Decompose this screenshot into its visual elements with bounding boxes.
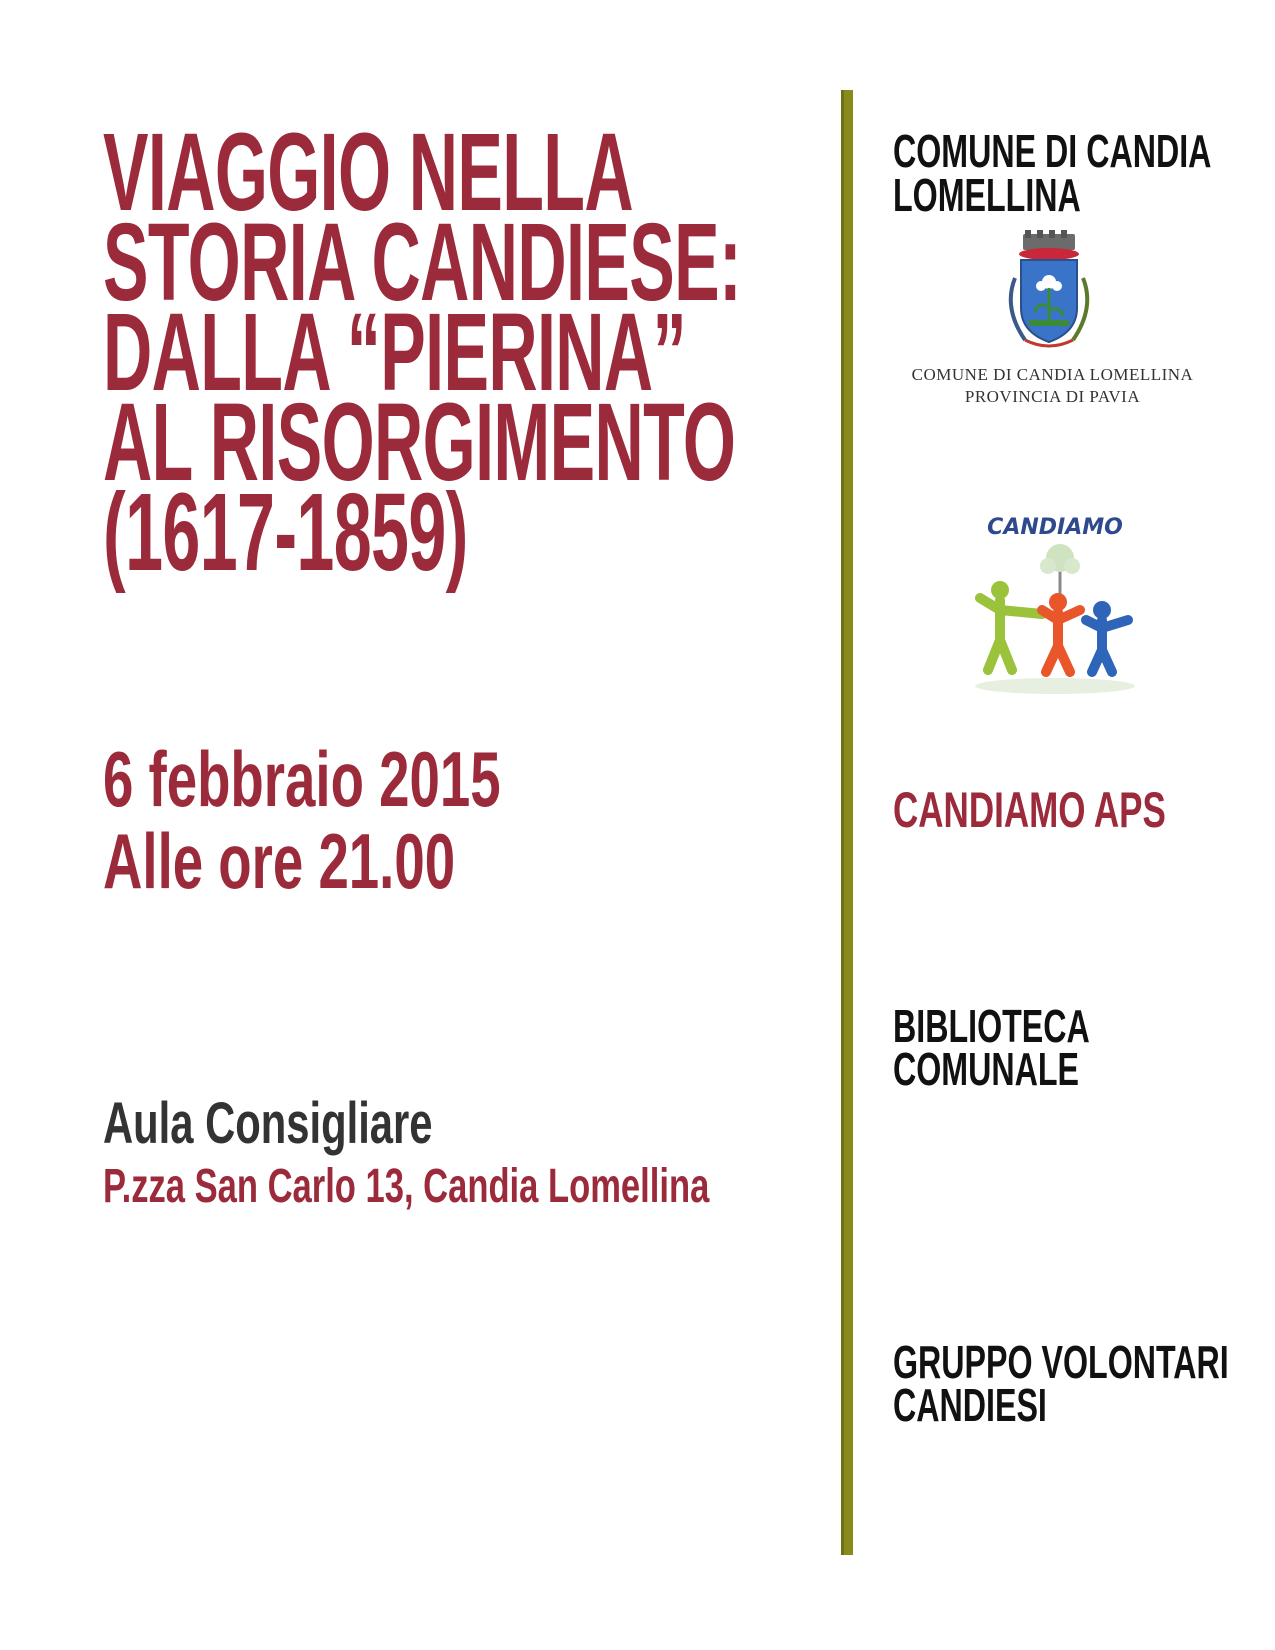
comune-heading-line-1: COMUNE DI CANDIA xyxy=(893,125,1212,177)
comune-heading-line-2: LOMELLINA xyxy=(893,169,1081,221)
coat-caption-line-2: PROVINCIA DI PAVIA xyxy=(964,387,1141,406)
title-line-2: STORIA CANDIESE: xyxy=(103,201,742,324)
gruppo-line-1: GRUPPO VOLONTARI xyxy=(893,1336,1229,1388)
gruppo-line-2: CANDIESI xyxy=(893,1379,1047,1431)
candiamo-logo-icon xyxy=(960,510,1150,710)
title-line-1: VIAGGIO NELLA xyxy=(103,111,633,234)
coat-of-arms-icon xyxy=(985,228,1113,356)
event-date: 6 febbraio 2015 xyxy=(103,735,501,823)
title-line-5: (1617-1859) xyxy=(103,471,468,594)
biblioteca-line-1: BIBLIOTECA xyxy=(893,1000,1090,1052)
coat-caption-line-1: COMUNE DI CANDIA LOMELLINA xyxy=(911,365,1194,384)
candiamo-aps-label: CANDIAMO APS xyxy=(893,782,1166,838)
vertical-divider xyxy=(841,90,853,1555)
event-time: Alle ore 21.00 xyxy=(103,817,456,905)
title-line-4: AL RISORGIMENTO xyxy=(103,381,736,504)
biblioteca-line-2: COMUNALE xyxy=(893,1043,1080,1095)
venue-address: P.zza San Carlo 13, Candia Lomellina xyxy=(103,1160,710,1213)
candiamo-logo-text: CANDIAMO xyxy=(987,515,1123,540)
venue-name: Aula Consigliare xyxy=(103,1091,433,1156)
title-line-3: DALLA “PIERINA” xyxy=(103,291,687,414)
